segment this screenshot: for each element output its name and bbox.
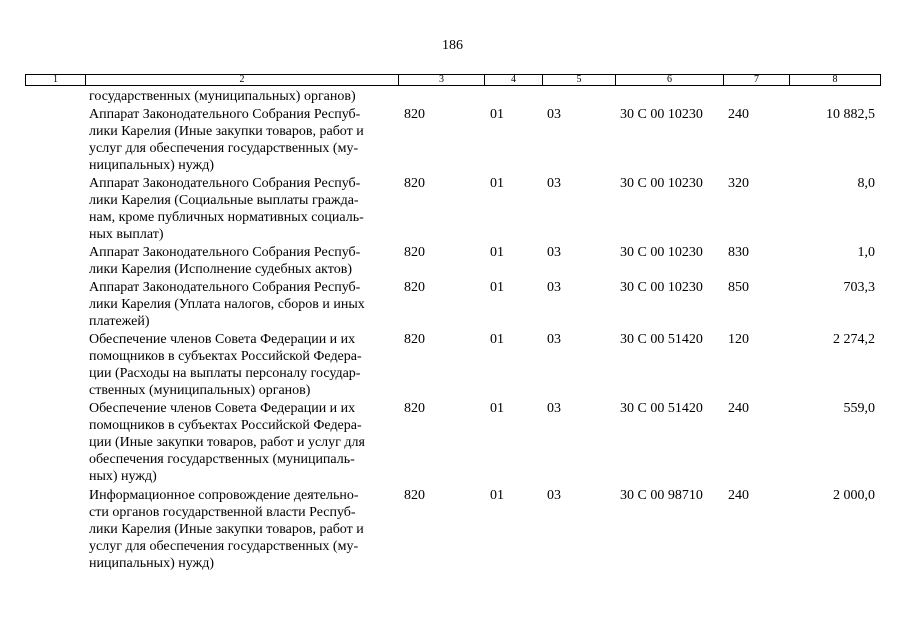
row-expense-type: 240 [728,401,749,416]
row-subsection: 03 [547,401,561,416]
row-target-article: 30 С 00 10230 [620,176,703,191]
row-expense-type: 830 [728,245,749,260]
row-subsection: 03 [547,245,561,260]
row-ministry-code: 820 [404,280,425,295]
row-amount: 1,0 [857,245,875,260]
row-ministry-code: 820 [404,176,425,191]
row-section: 01 [490,488,504,503]
page-number: 186 [442,38,463,53]
row-expense-type: 240 [728,488,749,503]
row-amount: 703,3 [843,280,875,295]
column-header-7: 7 [724,75,790,86]
row-amount: 2 000,0 [833,488,875,503]
row-ministry-code: 820 [404,401,425,416]
row-description: Аппарат Законодательного Собрания Респуб- лики Карелия (Уплата налогов, сборов и иных платежей) [89,280,365,329]
row-description: Аппарат Законодательного Собрания Респуб- лики Карелия (Иные закупки товаров, работ и услуг для обеспечения государственных (му- ниципальных) нужд) [89,107,364,173]
row-target-article: 30 С 00 51420 [620,332,703,347]
row-subsection: 03 [547,176,561,191]
row-description: Обеспечение членов Совета Федерации и их помощников в субъектах Российской Федера- ции (Иные закупки товаров, работ и услуг для обеспечения государственных (муниципаль- ных) нужд) [89,401,365,484]
row-section: 01 [490,107,504,122]
row-target-article: 30 С 00 10230 [620,280,703,295]
row-amount: 10 882,5 [826,107,875,122]
continuation-text: государственных (муниципальных) органов) [89,89,356,104]
row-expense-type: 850 [728,280,749,295]
row-section: 01 [490,280,504,295]
column-header-8: 8 [790,75,881,86]
column-header-2: 2 [86,75,399,86]
row-target-article: 30 С 00 98710 [620,488,703,503]
row-ministry-code: 820 [404,107,425,122]
row-description: Аппарат Законодательного Собрания Респуб- лики Карелия (Исполнение судебных актов) [89,245,361,277]
row-expense-type: 320 [728,176,749,191]
row-section: 01 [490,332,504,347]
column-header-5: 5 [543,75,616,86]
row-subsection: 03 [547,107,561,122]
row-target-article: 30 С 00 51420 [620,401,703,416]
row-description: Аппарат Законодательного Собрания Респуб- лики Карелия (Социальные выплаты гражда- нам, кроме публичных нормативных социаль- ных выплат) [89,176,364,242]
row-description: Информационное сопровождение деятельно- сти органов государственной власти Респуб- лики Карелия (Иные закупки товаров, работ и услуг для обеспечения государственных (му- ниципальных) нужд) [89,488,364,571]
row-ministry-code: 820 [404,488,425,503]
column-header-4: 4 [485,75,543,86]
row-description: Обеспечение членов Совета Федерации и их помощников в субъектах Российской Федера- ции (Расходы на выплаты персоналу государ- ственных (муниципальных) органов) [89,332,362,398]
column-header-row [25,74,881,86]
column-header-3: 3 [399,75,485,86]
row-subsection: 03 [547,332,561,347]
row-amount: 8,0 [857,176,875,191]
row-expense-type: 120 [728,332,749,347]
row-target-article: 30 С 00 10230 [620,245,703,260]
row-amount: 2 274,2 [833,332,875,347]
column-header-6: 6 [616,75,724,86]
row-ministry-code: 820 [404,245,425,260]
row-expense-type: 240 [728,107,749,122]
row-subsection: 03 [547,488,561,503]
row-subsection: 03 [547,280,561,295]
row-section: 01 [490,245,504,260]
row-ministry-code: 820 [404,332,425,347]
row-amount: 559,0 [843,401,875,416]
column-header-1: 1 [26,75,86,86]
row-section: 01 [490,401,504,416]
row-section: 01 [490,176,504,191]
row-target-article: 30 С 00 10230 [620,107,703,122]
